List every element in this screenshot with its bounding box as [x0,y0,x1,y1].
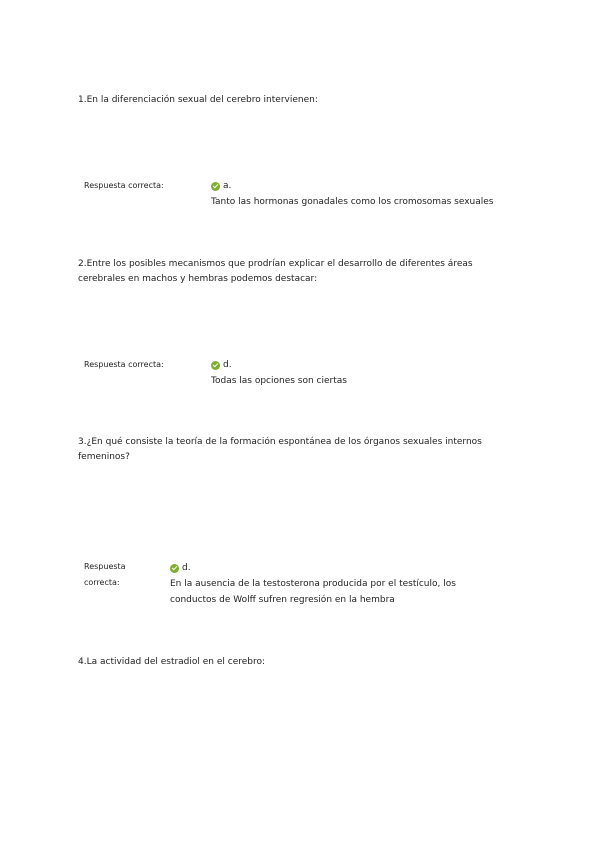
answer-option [211,178,531,194]
question-1 [78,93,518,108]
question-text: Entre los posibles mecanismos que prodrían explicar el desarrollo de diferentes áreas cerebrales en machos y hembras podemos destacar: [78,259,473,284]
answer-text: Tanto las hormonas gonadales como los cromosomas sexuales [211,197,494,207]
answer-option-letter: a. [223,181,232,191]
question-3 [78,435,508,465]
answer-block [211,178,531,210]
answer-option-letter: d. [223,360,232,370]
answer-label: Respuesta correcta: [84,181,164,190]
check-circle-icon [211,361,220,370]
answer-block [211,357,531,389]
answer-block [170,560,470,608]
check-circle-icon [211,182,220,191]
answer-label: Respuesta correcta: [84,360,164,369]
question-text: La actividad del estradiol en el cerebro: [86,657,266,667]
answer-text: En la ausencia de la testosterona producida por el testículo, los conductos de Wolff sufren regresión en la hembra [170,579,456,605]
question-number: 3. [78,437,87,447]
question-4 [78,655,518,670]
question-number: 4. [78,657,87,667]
check-circle-icon [170,564,179,573]
answer-label: Respuesta correcta: [84,562,126,587]
answer-option [211,357,531,373]
question-text: En la diferenciación sexual del cerebro intervienen: [86,95,318,105]
answer-option [170,560,470,576]
question-number: 2. [78,259,87,269]
question-2 [78,257,498,287]
question-text: ¿En qué consiste la teoría de la formación espontánea de los órganos sexuales internos femeninos? [78,437,482,462]
answer-text: Todas las opciones son ciertas [211,376,347,386]
answer-option-letter: d. [182,563,191,573]
question-number: 1. [78,95,87,105]
